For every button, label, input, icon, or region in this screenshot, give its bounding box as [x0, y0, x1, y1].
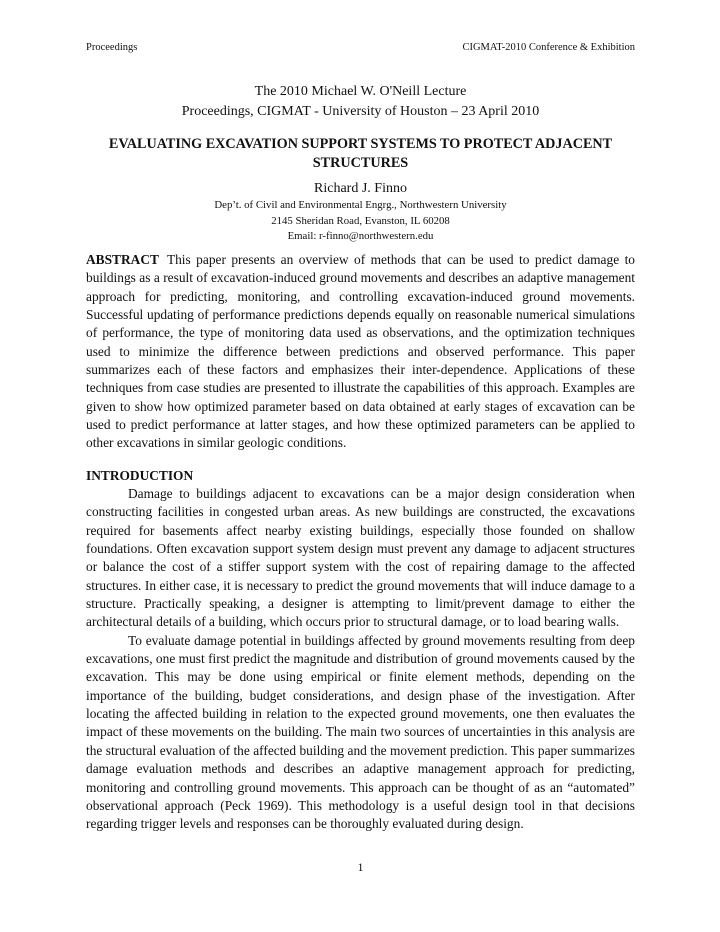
running-header	[86, 42, 635, 53]
abstract	[86, 251, 635, 453]
abstract-text: This paper presents an overview of methods that can be used to predict damage to buildings as a result of excavation-induced ground movements and describes an adaptive management approach for predicting, monitoring, and controlling excavation-induced ground movements. Successful updating of performance predictions depends equally on reasonable numerical simulations of performance, the type of monitoring data used as observations, and the optimization techniques used to minimize the difference between predictions and observed performance. This paper summarizes each of these factors and emphasizes their inter-dependence. Applications of these techniques from case studies are presented to illustrate the capabilities of this approach. Examples are given to show how optimized parameter based on data obtained at early stages of excavation can be used to predict performance at latter stages, and how these optimized parameters can be applied to other excavations in similar geologic conditions.	[86, 252, 635, 451]
introduction-body	[86, 485, 635, 834]
author-email: Email: r-finno@northwestern.edu	[287, 230, 434, 242]
author-affiliation	[86, 198, 635, 245]
paper-title-line-2: STRUCTURES	[312, 155, 409, 171]
author-name: Richard J. Finno	[314, 181, 407, 196]
lecture-name: The 2010 Michael W. O'Neill Lecture	[254, 84, 467, 99]
introduction-heading: INTRODUCTION	[86, 468, 194, 483]
author-address: 2145 Sheridan Road, Evanston, IL 60208	[271, 214, 450, 227]
header-left: Proceedings	[86, 42, 138, 53]
page-number: 1	[357, 860, 364, 874]
abstract-label: ABSTRACT	[86, 252, 159, 267]
header-right: CIGMAT-2010 Conference & Exhibition	[462, 42, 635, 53]
paper-title-line-1: EVALUATING EXCAVATION SUPPORT SYSTEMS TO PROTECT ADJACENT	[108, 136, 613, 152]
introduction-paragraph-1: Damage to buildings adjacent to excavations can be a major design consideration when constructing facilities in congested urban areas. As new buildings are constructed, the excavations required for basements affect nearby existing buildings, especially those founded on shallow foundations. Often excavation support system design must prevent any damage to adjacent structures or balance the cost of a stiffer support system with the cost of repairing damage to the affected structures. In either case, it is necessary to predict the ground movements that will induce damage to a structure. Practically speaking, a designer is attempting to limit/prevent damage to either the architectural details of a building, which occurs prior to structural damage, or to load bearing walls.	[86, 486, 635, 630]
paper-title	[86, 135, 635, 173]
lecture-info	[86, 82, 635, 122]
proceedings-line: Proceedings, CIGMAT - University of Houston – 23 April 2010	[181, 104, 540, 119]
introduction-paragraph-2: To evaluate damage potential in buildings affected by ground movements resulting from deep excavations, one must first predict the magnitude and distribution of ground movements caused by the excavation. This may be done using empirical or finite element methods, depending on the importance of the building, budget considerations, and design phase of the investigation. After locating the affected building in relation to the expected ground movements, one then evaluates the impact of these movements on the building. The main two sources of uncertainties in this analysis are the structural evaluation of the affected building and the movement prediction. This paper summarizes damage evaluation methods and describes an adaptive management approach for predicting, monitoring and controlling ground movements. This approach can be thought of as an “automated” observational approach (Peck 1969). This methodology is a useful design tool in that decisions regarding trigger levels and responses can be thoroughly evaluated during design.	[86, 632, 635, 832]
author-department: Dep’t. of Civil and Environmental Engrg., Northwestern University	[214, 199, 507, 211]
